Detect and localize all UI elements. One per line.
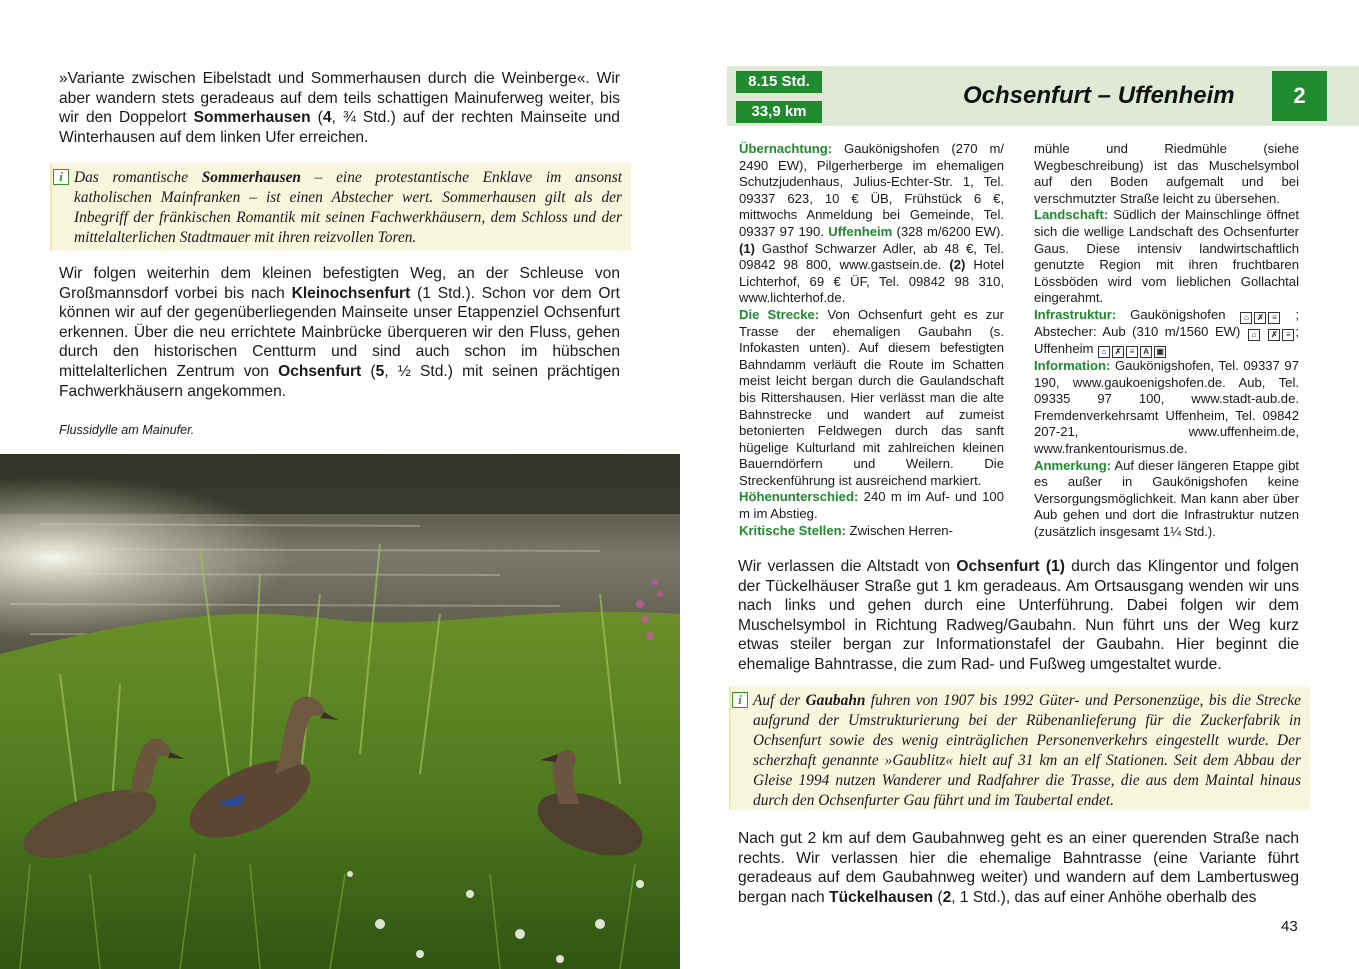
text: Hotel Lichterhof, 69 € ÜF, Tel. 09842 98 310, www.lichterhof.de.: [739, 257, 1004, 306]
facts-column-1: [739, 141, 1004, 539]
text: »Variante zwischen Eibelstadt und Sommerhausen durch die Weinberge«. Wir aber wandern stets geradeaus auf dem teils schattigen Mainuferweg weiter, bis wir den Doppelort: [59, 70, 620, 127]
text: Auf dieser längeren Etappe gibt es außer in Gaukönigshofen keine Versorgungsmöglichkeit. Man kann aber über Aub gehen und dort die Infrastruktur nutzen (zusätzlich insgesamt 1¼ Std.).: [1034, 457, 1299, 539]
info-box-gaubahn: [729, 686, 1310, 810]
bed-icon: ≡: [1282, 329, 1294, 341]
facts-uebernachtung: [739, 141, 1004, 307]
text: – eine protestantische Enklave im ansonst katholischen Mainfranken – ist einen Abstecher wert. Sommerhausen gilt als der Inbegriff der fränkischen Romantik mit seinen Fachwerkhäusern, dem Schloss und der mittelalterlichen Stadtmauer mit ihren reizvollen Toren.: [74, 169, 623, 246]
label: Anmerkung:: [1034, 457, 1112, 473]
text: (: [933, 888, 943, 906]
text: Wir verlassen die Altstadt von: [738, 558, 957, 575]
text: Das romantische: [74, 169, 202, 186]
text: 240 m im Auf- und 100 m im Abstieg.: [739, 489, 1004, 522]
info-box-sommerhausen: [50, 163, 631, 251]
facts-information: [1034, 358, 1299, 458]
place-uffenheim: Uffenheim: [828, 223, 893, 239]
waypoint-number: 5: [375, 362, 385, 380]
facts-infrastruktur: [1034, 307, 1299, 358]
facts-landschaft: [1034, 207, 1299, 307]
info-text: [753, 691, 1301, 811]
label: Übernachtung:: [739, 141, 833, 156]
label: Die Strecke:: [739, 306, 820, 322]
text: (1 Std.). Schon vor dem Ort können wir auf der gegenüberliegenden Mainseite unser Etappenziel Ochsenfurt erkennen. Über die neu errichtete Mainbrücke überqueren wir den Fluss, gehen durch den historischen Centturm und sind auch schon im hübschen mittelalterlichen Zentrum von: [59, 284, 620, 380]
text: Gasthof Schwarzer Adler, ab 48 €, Tel. 09842 98 800, www.gastsein.de.: [739, 240, 1004, 273]
text: Gaukönigshofen: [1116, 306, 1226, 322]
place-sommerhausen: Sommerhausen: [201, 169, 301, 186]
text: Wir folgen weiterhin dem kleinen befestigten Weg, an der Schleuse von Großmannsdorf vorbei bis nach: [59, 265, 620, 302]
stage-number: 2: [1272, 71, 1327, 121]
label: Infrastruktur:: [1034, 306, 1117, 322]
text: , ¾ Std.) auf der rechten Mainseite und Winterhausen auf dem linken Ufer erreichen.: [59, 109, 620, 146]
text: Von Ochsenfurt geht es zur Trasse der ehemaligen Gaubahn (s. Infokasten unten). Auf diesem befestigten Bahndamm verläuft die Route im Schatten meist leicht bergan durch die Gaulandschaft bis Rittershausen. Hier verlässt man die alte Bahnstrecke und wandert auf zumeist betonierten Feldwegen durch das sanft hügelige Kulturland mit zahlreichen kleinen Bauerndörfern und Weilern. Die Streckenführung ist ausreichend markiert.: [739, 306, 1004, 488]
hiker-icon: ✗: [1254, 312, 1266, 324]
hut-icon: ⌂: [1240, 312, 1252, 324]
waypoint-number: 2: [942, 888, 952, 906]
info-icon: i: [732, 692, 748, 708]
text: Zwischen Herren-: [845, 522, 953, 538]
place-kleinochsenfurt: Kleinochsenfurt: [291, 284, 411, 302]
text: , ½ Std.) mit seinen prächtigen Fachwerkhäusern angekommen.: [59, 362, 621, 400]
photo-ducks-at-river: [0, 454, 680, 969]
info-text: [74, 168, 622, 248]
distance-badge: 33,9 km: [736, 101, 822, 123]
bus-icon: A: [1140, 346, 1152, 358]
duration-badge: 8.15 Std.: [736, 71, 822, 93]
place-tueckelhausen: Tückelhausen: [829, 888, 934, 906]
marker: (2): [949, 257, 966, 273]
bed-icon: ≡: [1126, 346, 1138, 358]
label: Höhenunterschied:: [739, 489, 859, 505]
text: (: [310, 109, 323, 127]
place-ochsenfurt: Ochsenfurt (1): [956, 558, 1065, 575]
intro-paragraph: [59, 69, 620, 147]
right-paragraph-1: [738, 557, 1299, 675]
text: (: [361, 362, 376, 380]
stage-header: [727, 66, 1359, 126]
term-gaubahn: Gaubahn: [805, 692, 866, 709]
photo-illustration: [0, 454, 680, 969]
facts-hoehe: [739, 489, 1004, 522]
hiker-icon: ✗: [1268, 329, 1280, 341]
text: , 1 Std.), das auf einer Anhöhe oberhalb des: [951, 888, 1257, 906]
label: Kritische Stellen:: [739, 522, 846, 538]
text: (328 m/6200 EW).: [892, 223, 1005, 239]
atm-icon: ▣: [1154, 346, 1166, 358]
hiker-icon: ✗: [1112, 346, 1124, 358]
hut-icon: ⌂: [1248, 329, 1260, 341]
label: Information:: [1034, 357, 1111, 373]
text: fuhren von 1907 bis 1992 Güter- und Personenzüge, bis die Strecke aufgrund der Umstrukturierung bei der Rübenanlieferung für die Zuckerfabrik in Ochsenfurt sowie des wenig einträglichen Personenverkehrs eingestellt wurde. Der scherzhaft genannte »Gaublitz« hielt auf 31 km an elf Stationen. Seit dem Abbau der Gleise 1994 nutzen Wanderer und Radfahrer die Trasse, die aus dem Maintal hinaus durch den Ochsenfurter Gau führt und im Taubertal endet.: [753, 692, 1301, 809]
info-icon: i: [53, 169, 69, 185]
text: Nach gut 2 km auf dem Gaubahnweg geht es an einer querenden Straße nach rechts. Wir verlassen hier die ehemalige Bahntrasse (eine Variante führt geradeaus auf dem Gaubahnweg weiter) und wandern auf dem Lambertusweg bergan nach: [738, 830, 1299, 906]
text: Auf der: [753, 692, 806, 709]
place-ochsenfurt: Ochsenfurt: [278, 362, 362, 380]
text: ; Uffenheim: [1034, 323, 1300, 356]
route-paragraph: [59, 264, 620, 401]
place-sommerhausen: Sommerhausen: [193, 109, 311, 127]
waypoint-number: 4: [322, 109, 332, 127]
right-paragraph-2: [738, 829, 1299, 907]
bed-icon: ≡: [1268, 312, 1280, 324]
facts-anmerkung: [1034, 458, 1299, 541]
text: Gaukönigshofen (270 m/ 2490 EW), Pilgerherberge im ehemaligen Schutzjudenhaus, Julius-Echter-Str. 1, Tel. 09337 623, 10 € ÜB, Frühstück 6 €, mittwochs Anmeldung bei Gemeinde, Tel. 09337 97 190.: [739, 141, 1004, 239]
text: Südlich der Mainschlinge öffnet sich die wellige Landschaft des Ochsenfurter Gaus. Diese intensiv landwirtschaftlich genutzte Region mit ihren fruchtbaren Lössböden wird vom lieblichen Gollachtal eingerahmt.: [1034, 207, 1299, 306]
text: Gaukönigshofen, Tel. 09337 97 190, www.gaukoenigshofen.de. Aub, Tel. 09335 97 100, www.stadt-aub.de. Fremdenverkehrsamt Uffenheim, Tel. 09842 207-21, www.uffenheim.de, www.frankentourismus.de.: [1034, 357, 1299, 456]
text: durch das Klingentor und folgen der Tückelhäuser Straße gut 1 km geradeaus. Am Ortsausgang wenden wir uns nach links und gehen durch eine Unterführung. Dabei folgen wir dem Muschelsymbol in Richtung Radweg/Gaubahn. Nun führt uns der Weg kurz etwas steiler bergan zur Informationstafel der Gaubahn. Hier beginnt die ehemalige Bahntrasse, die zum Rad- und Fußweg umgestaltet wurde.: [738, 558, 1299, 673]
text: ;: [1281, 306, 1299, 322]
text: Abstecher: Aub (310 m/1560 EW): [1034, 323, 1241, 339]
stage-title: Ochsenfurt – Uffenheim: [963, 82, 1235, 109]
facts-column-2: [1034, 141, 1299, 540]
label: Landschaft:: [1034, 207, 1109, 223]
facts-strecke: [739, 307, 1004, 490]
facts-kritisch-cont: mühle und Riedmühle (siehe Wegbeschreibung) ist das Muschelsymbol auf den Boden aufgemalt und bei verschmutzter Straße leicht zu übersehen.: [1034, 141, 1299, 206]
marker: (1): [739, 240, 756, 256]
facts-kritisch: [739, 523, 1004, 540]
hut-icon: ⌂: [1098, 346, 1110, 358]
photo-caption: Flussidylle am Mainufer.: [59, 423, 195, 437]
page-number: 43: [1281, 918, 1298, 935]
